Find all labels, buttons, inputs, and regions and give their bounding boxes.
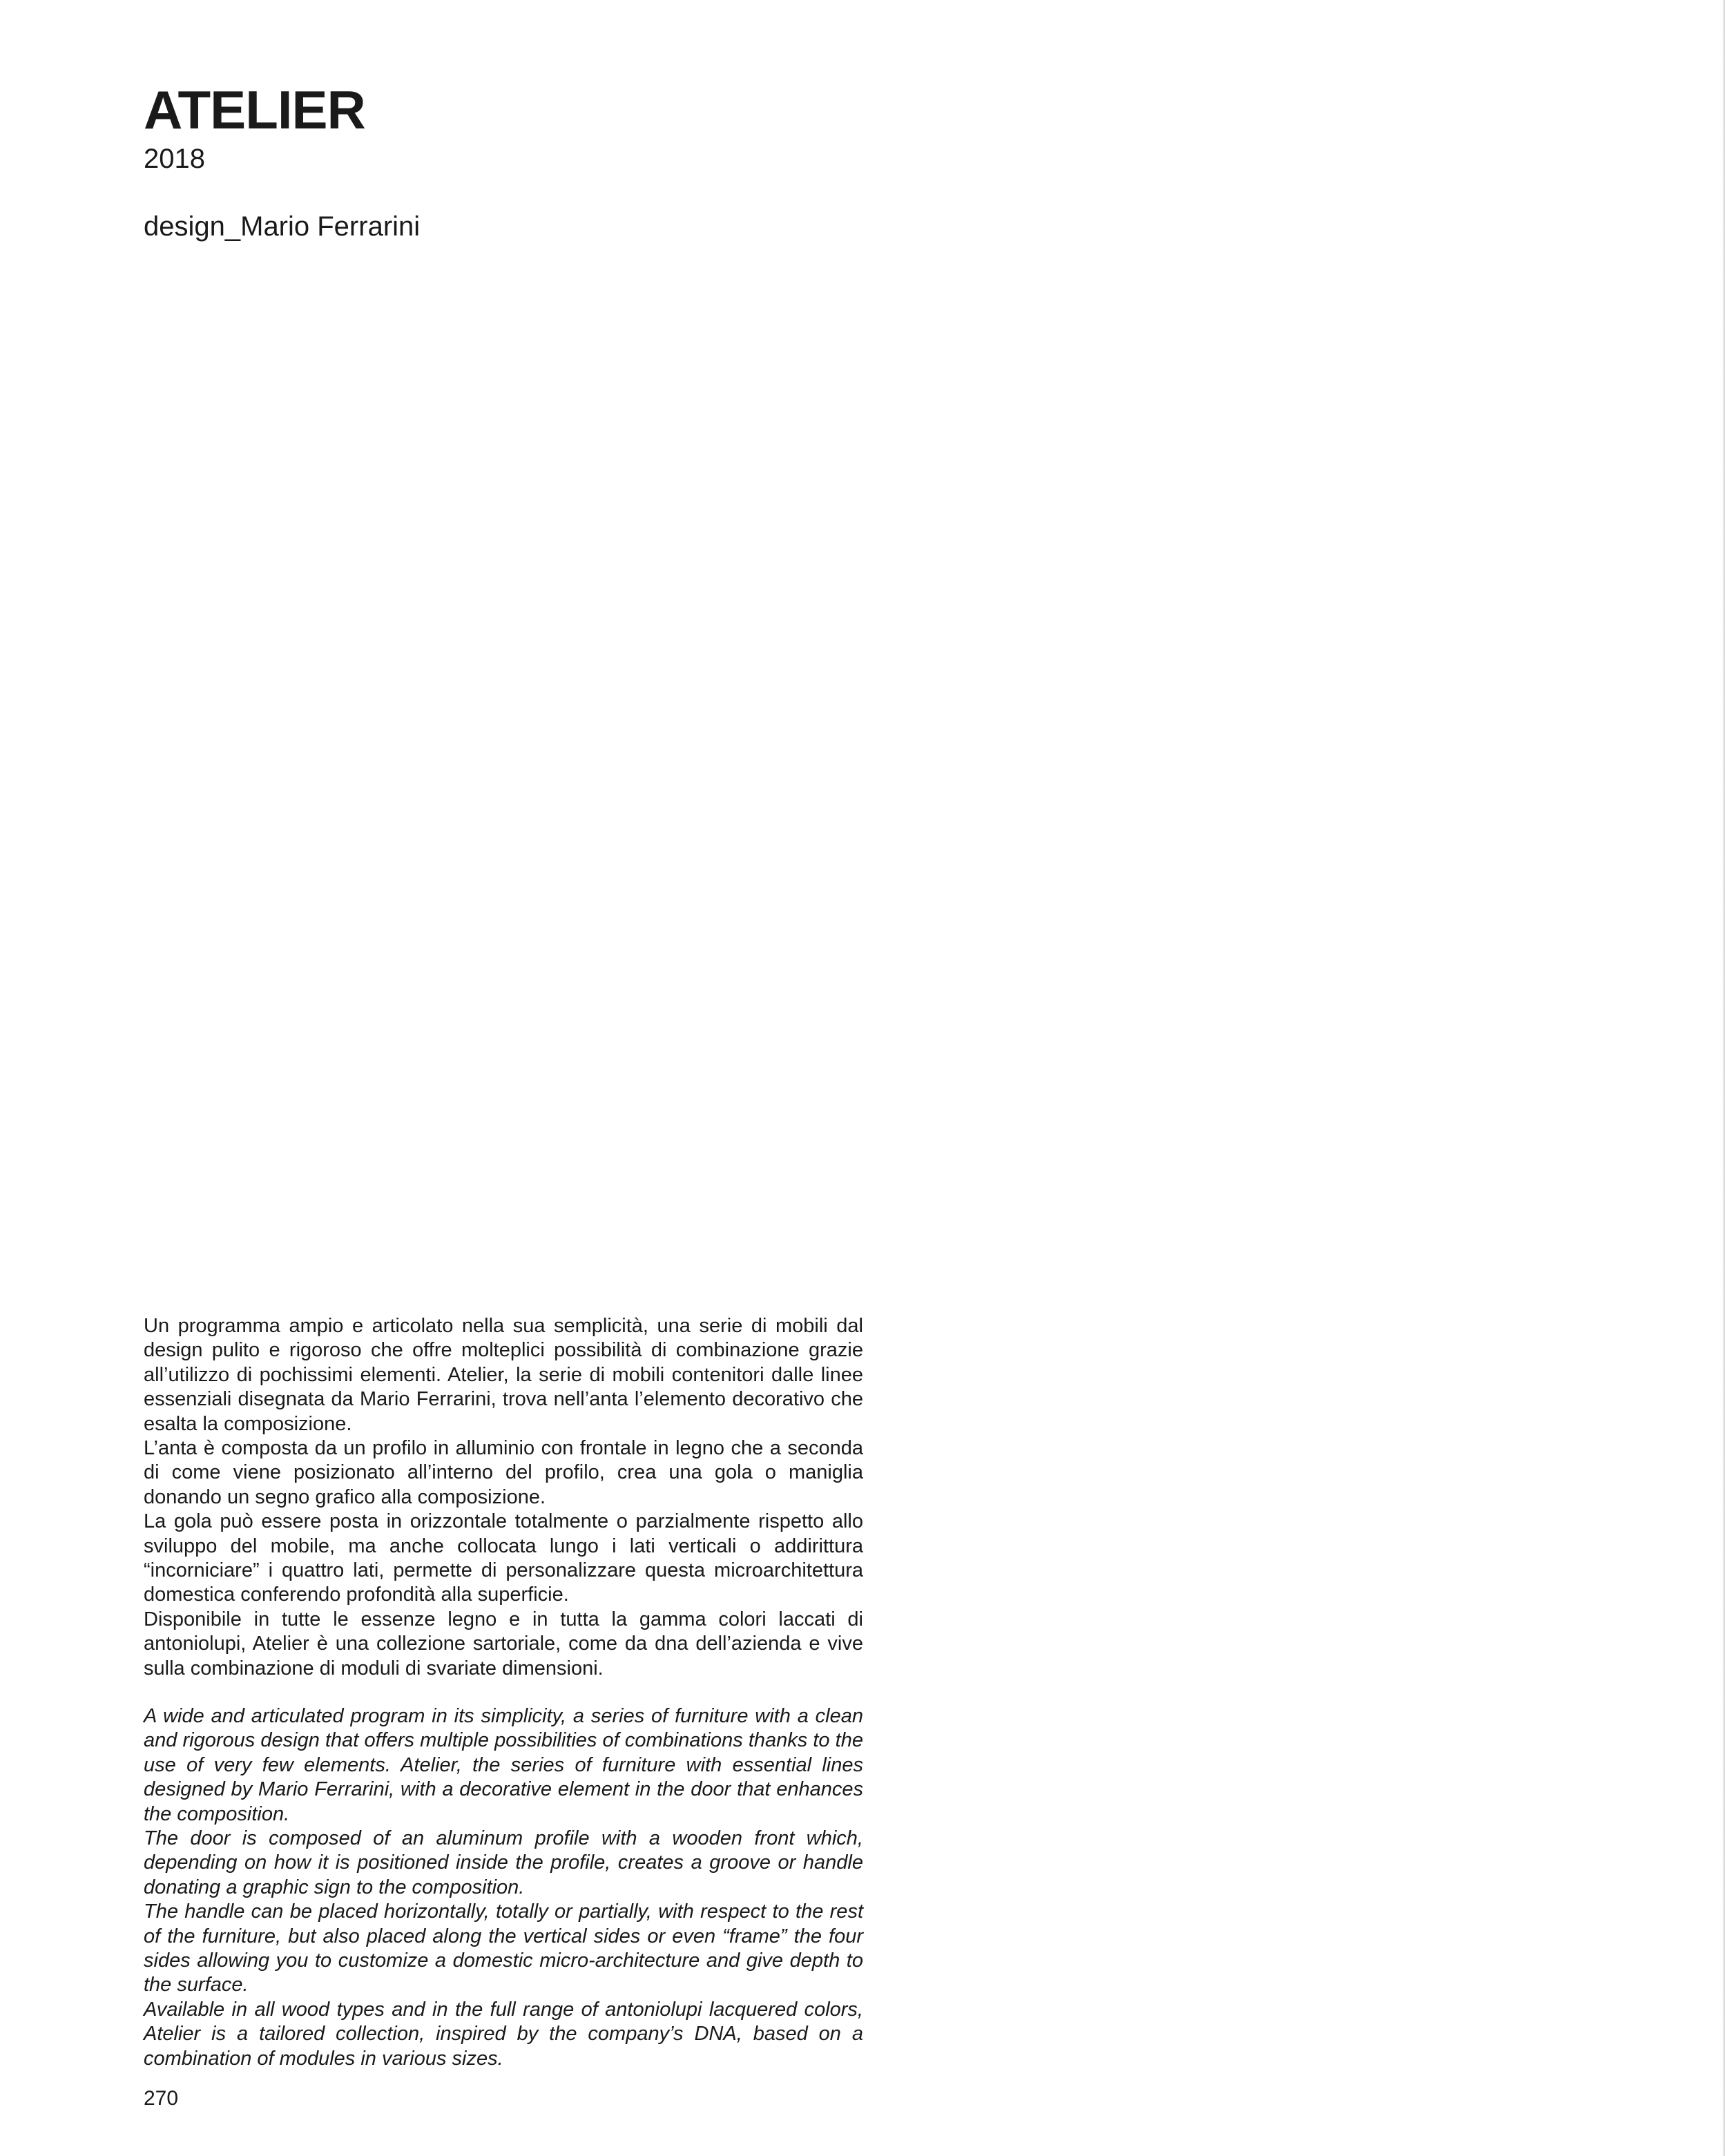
paragraph-en-2: The door is composed of an aluminum profile with a wooden front which, depending on how it is positioned inside the profile, creates a groove or handle donating a graphic sign to the composition. [144,1827,863,1898]
description-italian [144,1314,863,1681]
paragraph-en-1: A wide and articulated program in its simplicity, a series of furniture with a clean and rigorous design that offers multiple possibilities of combinations thanks to the use of very few elements. Atelier, the series of furniture with essential lines designed by Mario Ferrarini, with a decorative element in the door that enhances the composition. [144,1705,863,1825]
paragraph-it-3: La gola può essere posta in orizzontale totalmente o parzialmente rispetto allo sviluppo del mobile, ma anche collocata lungo i lati verticali o addirittura “incorniciare” i quattro lati, permette di personalizzare questa microarchitettura domestica conferendo profondità alla superficie. [144,1510,863,1606]
paragraph-it-4: Disponibile in tutte le essenze legno e in tutta la gamma colori laccati di antoniolupi, Atelier è una collezione sartoriale, come da dna dell’azienda e vive sulla combinazione di moduli di svariate dimensioni. [144,1608,863,1679]
paragraph-it-1: Un programma ampio e articolato nella sua semplicità, una serie di mobili dal design pulito e rigoroso che offre molteplici possibilità di combinazione grazie all’utilizzo di pochissimi elementi. Atelier, la serie di mobili contenitori dalle linee essenziali disegnata da Mario Ferrarini, trova nell’anta l’elemento decorativo che esalta la composizione. [144,1315,863,1435]
designer-credit: design_Mario Ferrarini [144,211,421,242]
page-edge [1722,0,1725,2156]
product-title: ATELIER [144,79,365,140]
paragraph-it-2: L’anta è composta da un profilo in alluminio con frontale in legno che a seconda di come viene posizionato all’interno del profilo, crea una gola o maniglia donando un segno grafico alla composizione. [144,1437,863,1508]
description-english [144,1704,863,2071]
page-number: 270 [144,2087,179,2110]
paragraph-en-4: Available in all wood types and in the full range of antoniolupi lacquered colors, Atelier is a tailored collection, inspired by the company’s DNA, based on a combination of modules in various sizes. [144,1998,863,2070]
product-year: 2018 [144,144,205,174]
paragraph-en-3: The handle can be placed horizontally, totally or partially, with respect to the rest of the furniture, but also placed along the vertical sides or even “frame” the four sides allowing you to customize a domestic micro-architecture and give depth to the surface. [144,1900,863,1996]
